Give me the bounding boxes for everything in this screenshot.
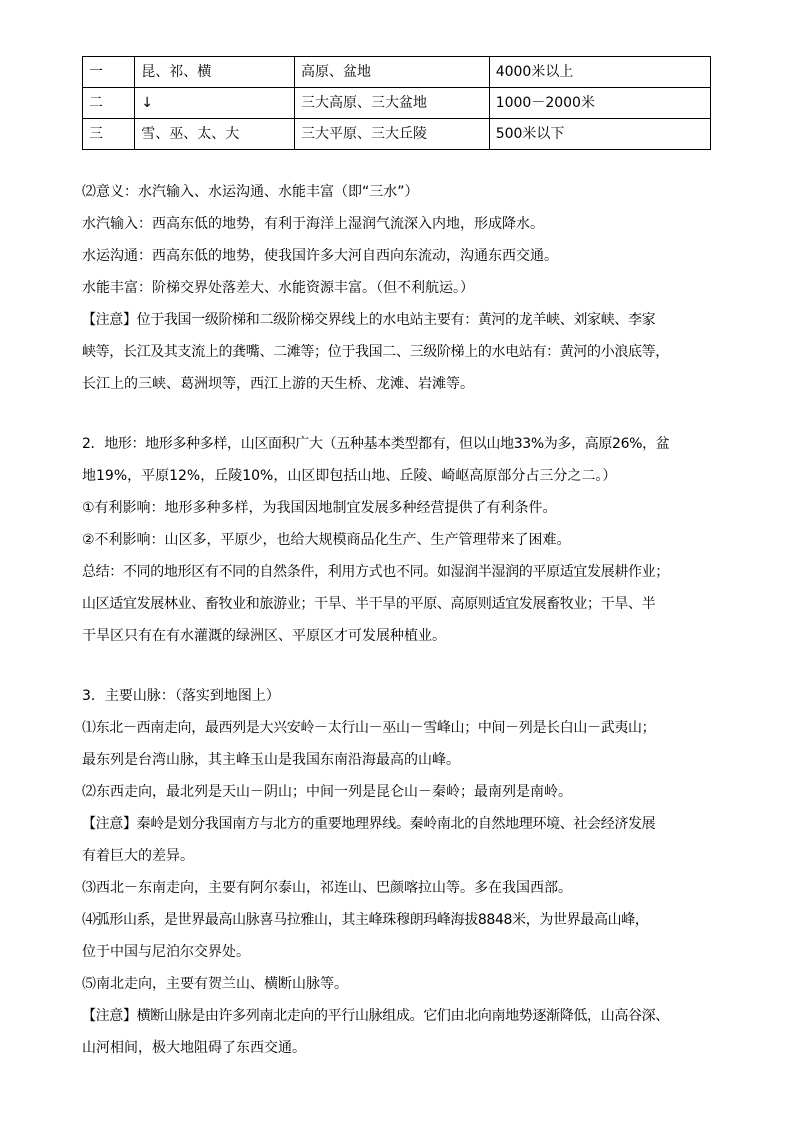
table-cell: 三大高原、三大盆地 bbox=[295, 88, 490, 119]
table-cell: 高原、盆地 bbox=[295, 57, 490, 88]
text-line: 山区适宜发展林业、畜牧业和旅游业；干旱、半干旱的平原、高原则适宜发展畜牧业；干旱、半 bbox=[82, 596, 656, 612]
text-line: 峡等，长江及其支流上的龚嘴、二滩等；位于我国二、三级阶梯上的水电站有：黄河的小浪底等， bbox=[82, 344, 669, 360]
text-line: 位于中国与尼泊尔交界处。 bbox=[82, 944, 250, 960]
text-line: 最东列是台湾山脉，其主峰玉山是我国东南沿海最高的山峰。 bbox=[82, 752, 460, 768]
table-cell: ↓ bbox=[135, 88, 295, 119]
table-cell: 二 bbox=[83, 88, 135, 119]
section-2-heading: 2．地形：地形多种多样，山区面积广大（五种基本类型都有，但以山地33%为多，高原26%，盆 bbox=[82, 436, 670, 452]
text-line: 干旱区只有在有水灌溉的绿洲区、平原区才可发展种植业。 bbox=[82, 628, 446, 644]
text-line: 山河相间，极大地阻碍了东西交通。 bbox=[82, 1040, 306, 1056]
summary-paragraph: 总结：不同的地形区有不同的自然条件，利用方式也不同。如湿润半湿润的平原适宜发展耕作业； bbox=[82, 564, 669, 580]
note-paragraph: 【注意】秦岭是划分我国南方与北方的重要地理界线。秦岭南北的自然地理环境、社会经济发展 bbox=[82, 816, 656, 832]
table-row bbox=[83, 57, 711, 88]
table-row bbox=[83, 119, 711, 150]
text-line: 长江上的三峡、葛洲坝等，西江上游的天生桥、龙滩、岩滩等。 bbox=[82, 376, 474, 392]
text-line: ②不利影响：山区多，平原少，也给大规模商品化生产、生产管理带来了困难。 bbox=[82, 532, 571, 548]
significance-heading: ⑵意义：水汽输入、水运沟通、水能丰富（即“三水”） bbox=[82, 184, 419, 200]
text-line: ⑸南北走向，主要有贺兰山、横断山脉等。 bbox=[82, 976, 348, 992]
table-cell: 一 bbox=[83, 57, 135, 88]
text-line: 水能丰富：阶梯交界处落差大、水能资源丰富。（但不利航运。） bbox=[82, 280, 474, 296]
table-cell: 1000－2000米 bbox=[489, 88, 710, 119]
text-line: ⑷弧形山系，是世界最高山脉喜马拉雅山，其主峰珠穆朗玛峰海拔8848米，为世界最高山峰， bbox=[82, 912, 649, 928]
text-line: 水运沟通：西高东低的地势，使我国许多大河自西向东流动，沟通东西交通。 bbox=[82, 248, 558, 264]
table-cell: 500米以下 bbox=[489, 119, 710, 150]
note-paragraph: 【注意】位于我国一级阶梯和二级阶梯交界线上的水电站主要有：黄河的龙羊峡、刘家峡、李家 bbox=[82, 312, 656, 328]
text-line: ⑴东北－西南走向，最西列是大兴安岭－太行山－巫山－雪峰山；中间－列是长白山－武夷山； bbox=[82, 720, 656, 736]
table-cell: 昆、祁、横 bbox=[135, 57, 295, 88]
text-line: ⑶西北－东南走向，主要有阿尔泰山，祁连山、巴颜喀拉山等。多在我国西部。 bbox=[82, 880, 572, 896]
terrain-steps-table bbox=[82, 56, 711, 150]
table-row bbox=[83, 88, 711, 119]
text-line: ⑵东西走向，最北列是天山－阴山；中间一列是昆仑山－秦岭；最南列是南岭。 bbox=[82, 784, 572, 800]
note-paragraph: 【注意】横断山脉是由许多列南北走向的平行山脉组成。它们由北向南地势逐渐降低，山高谷深、 bbox=[82, 1008, 669, 1024]
table-cell: 三大平原、三大丘陵 bbox=[295, 119, 490, 150]
text-line: 有着巨大的差异。 bbox=[82, 848, 194, 864]
table-cell: 三 bbox=[83, 119, 135, 150]
table-cell: 4000米以上 bbox=[489, 57, 710, 88]
table-cell: 雪、巫、太、大 bbox=[135, 119, 295, 150]
text-line: 水汽输入：西高东低的地势，有利于海洋上湿润气流深入内地，形成降水。 bbox=[82, 216, 544, 232]
text-line: 地19%，平原12%，丘陵10%，山区即包括山地、丘陵、崎岖高原部分占三分之二。） bbox=[82, 468, 617, 484]
text-line: ①有利影响：地形多种多样，为我国因地制宜发展多种经营提供了有利条件。 bbox=[82, 500, 557, 516]
section-3-heading: 3．主要山脉：（落实到地图上） bbox=[82, 688, 280, 704]
